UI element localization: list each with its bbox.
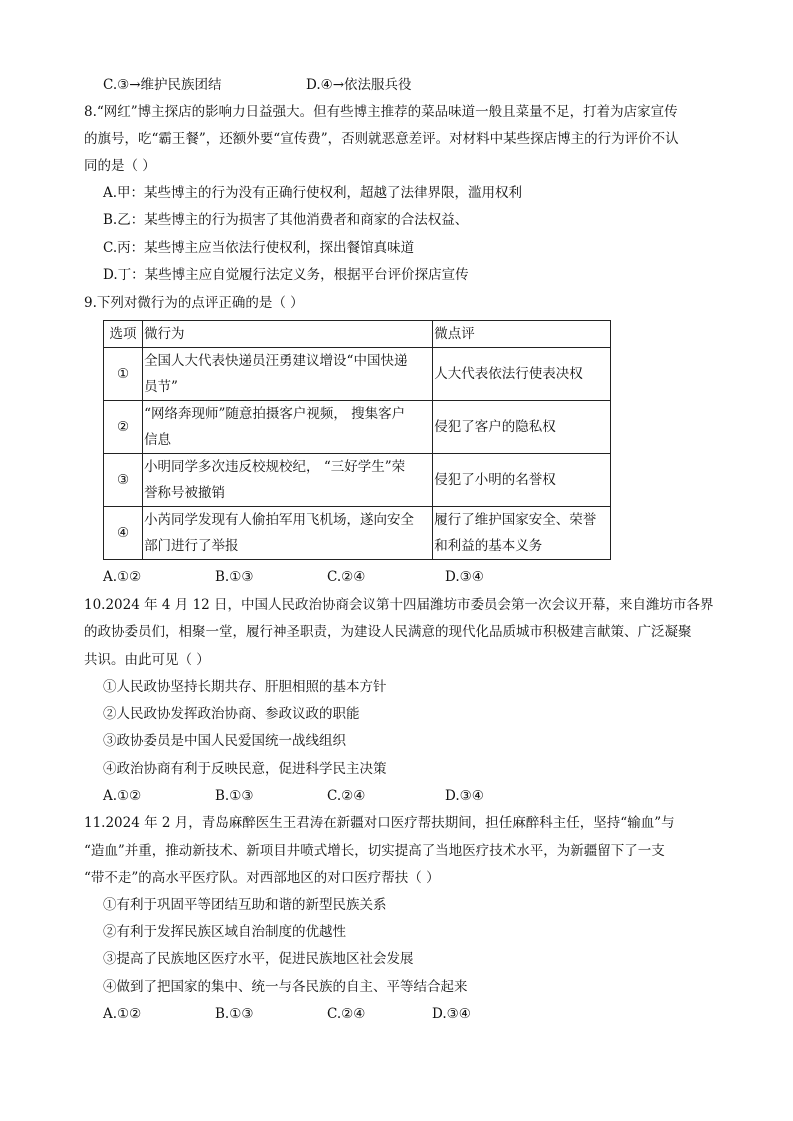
q10-answer-b: B.①③	[215, 788, 254, 804]
q11-answer-d: D.③④	[432, 1006, 471, 1022]
q9-row-number: ①	[104, 348, 143, 401]
q9-row-number: ④	[104, 507, 143, 560]
q8-option-c: C.丙：某些博主应当依法行使权利，探出餐馆真味道	[103, 240, 415, 256]
q10-answer-a: A.①②	[103, 788, 142, 804]
q9-row-action-line-2: 部门进行了举报	[144, 538, 239, 554]
q9-row-action-line-1: 全国人大代表快递员汪勇建议增设“中国快递	[144, 353, 408, 369]
q9-header-comment: 微点评	[433, 321, 611, 348]
q10-item-1: ①人民政协坚持长期共存、肝胆相照的基本方针	[103, 679, 387, 695]
q10-item-2: ②人民政协发挥政治协商、参政议政的职能	[103, 706, 360, 722]
q11-item-1: ①有利于巩固平等团结互助和谐的新型民族关系	[103, 897, 387, 913]
q9-row-comment-line-1: 侵犯了客户的隐私权	[434, 419, 556, 435]
q9-row-comment-line-1: 侵犯了小明的名誉权	[434, 472, 556, 488]
q9-row-number: ③	[104, 454, 143, 507]
q9-row-action-line-1: 小芮同学发现有人偷拍军用飞机场，遂向安全	[144, 512, 415, 528]
q8-stem-line-3: 同的是（ ）	[84, 158, 156, 174]
q9-row-comment-line-2: 和利益的基本义务	[434, 538, 543, 554]
q8-option-a: A.甲：某些博主的行为没有正确行使权利，超越了法律界限，滥用权利	[103, 185, 523, 201]
q11-item-3: ③提高了民族地区医疗水平，促进民族地区社会发展	[103, 951, 414, 967]
q10-answer-d: D.③④	[445, 788, 484, 804]
q10-stem-line-2: 的政协委员们，相聚一堂，履行神圣职责，为建设人民满意的现代化品质城市积极建言献策、广泛凝聚	[84, 624, 692, 640]
table-row	[104, 454, 611, 507]
q9-header-option: 选项	[104, 321, 143, 348]
q9-row-action	[143, 401, 433, 454]
q9-row-action-line-1: 小明同学多次违反校规校纪， “三好学生”荣	[144, 459, 406, 475]
q9-row-action	[143, 507, 433, 560]
q9-row-comment	[433, 401, 611, 454]
q11-answer-c: C.②④	[327, 1006, 366, 1022]
q9-row-comment	[433, 454, 611, 507]
q9-answer-d: D.③④	[445, 569, 484, 585]
q8-option-d: D.丁：某些博主应自觉履行法定义务，根据平台评价探店宣传	[103, 267, 469, 283]
q8-option-b: B.乙：某些博主的行为损害了其他消费者和商家的合法权益、	[103, 212, 469, 228]
q9-table	[103, 320, 611, 560]
q7-option-d: D.④→依法服兵役	[306, 77, 412, 93]
q9-row-action-line-1: “网络奔现师”随意拍摄客户视频， 搜集客户	[144, 406, 406, 422]
q9-answer-c: C.②④	[327, 569, 366, 585]
q9-row-action	[143, 454, 433, 507]
q9-row-comment-line-1: 履行了维护国家安全、荣誉	[434, 512, 597, 528]
table-row	[104, 507, 611, 560]
q9-row-action-line-2: 员节”	[144, 379, 178, 395]
q7-option-c: C.③→维护民族团结	[103, 77, 222, 93]
q9-row-comment	[433, 507, 611, 560]
q11-answer-b: B.①③	[215, 1006, 254, 1022]
q10-item-4: ④政治协商有利于反映民意，促进科学民主决策	[103, 761, 387, 777]
q9-stem: 9.下列对微行为的点评正确的是（ ）	[84, 295, 304, 311]
q10-answer-c: C.②④	[327, 788, 366, 804]
q10-stem-line-3: 共识。由此可见（ ）	[84, 652, 210, 668]
q8-stem-line-1: 8.“网红”博主探店的影响力日益强大。但有些博主推荐的菜品味道一般且菜量不足，打着为店家宣传	[84, 104, 678, 120]
table-row	[104, 348, 611, 401]
q11-answer-a: A.①②	[103, 1006, 142, 1022]
q9-row-comment-line-1: 人大代表依法行使表决权	[434, 366, 583, 382]
q9-header-action: 微行为	[143, 321, 433, 348]
q8-stem-line-2: 的旗号，吃“霸王餐”，还额外要“宣传费”，否则就恶意差评。对材料中某些探店博主的行为评价不认	[84, 131, 679, 147]
table-row	[104, 401, 611, 454]
q9-row-action-line-2: 信息	[144, 432, 172, 448]
q9-answer-a: A.①②	[103, 569, 142, 585]
q9-answer-b: B.①③	[215, 569, 254, 585]
q11-stem-line-3: “带不走”的高水平医疗队。对西部地区的对口医疗帮扶（ ）	[84, 870, 440, 886]
q9-row-action-line-2: 誉称号被撤销	[144, 485, 226, 501]
q10-stem-line-1: 10.2024 年 4 月 12 日，中国人民政治协商会议第十四届潍坊市委员会第一次会议开幕，来自潍坊市各界	[84, 597, 714, 613]
q10-item-3: ③政协委员是中国人民爱国统一战线组织	[103, 733, 346, 749]
q9-table-header	[104, 321, 611, 348]
q9-row-comment	[433, 348, 611, 401]
q9-row-number: ②	[104, 401, 143, 454]
q11-stem-line-2: “造血”并重，推动新技术、新项目井喷式增长，切实提高了当地医疗技术水平，为新疆留下了一支	[84, 843, 665, 859]
q11-stem-line-1: 11.2024 年 2 月，青岛麻醉医生王君涛在新疆对口医疗帮扶期间，担任麻醉科主任，坚持“输血”与	[84, 815, 675, 831]
q11-item-2: ②有利于发挥民族区域自治制度的优越性	[103, 924, 346, 940]
q9-row-action	[143, 348, 433, 401]
q11-item-4: ④做到了把国家的集中、统一与各民族的自主、平等结合起来	[103, 979, 468, 995]
